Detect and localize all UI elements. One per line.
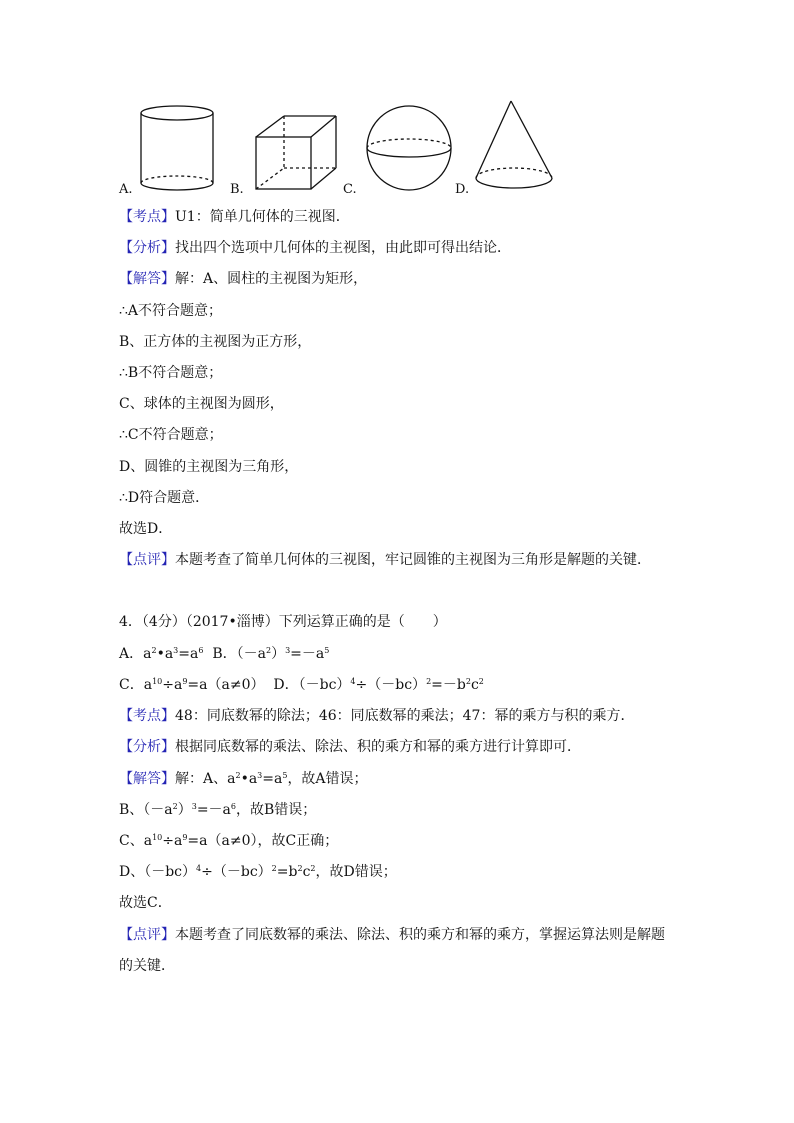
solution-step: ∴D符合题意． [119,490,210,506]
cone-figure [470,98,560,193]
q4-fenxi [119,738,581,756]
q3-kaodian [119,208,350,226]
jieda-intro: 解：A、a [175,771,236,787]
solution-conclusion: 故选C． [119,895,172,911]
q3-jieda [119,270,367,288]
kaodian-text: 48：同底数幂的除法；46：同底数幂的乘法；47：幂的乘方与积的乘方． [175,708,635,724]
solution-step: B、正方体的主视图为正方形， [119,334,312,350]
q4-jieda: 【解答】解：A、$a^2•a^3=a^5$，故A错误； [119,771,368,787]
dianping-tag: 【点评】 [119,552,175,568]
sphere-figure [362,105,456,195]
option-d-label: D. [455,182,470,197]
solution-step: D、圆锥的主视图为三角形， [119,459,299,475]
option-a-label: A. [119,182,133,197]
option-figures [0,95,794,200]
solution-step: C、$a^{10}\div a^9=a(a\ne 0)$，故C正确； [119,833,339,849]
kaodian-tag: 【考点】 [119,209,175,225]
cylinder-figure [134,103,220,193]
jieda-tag: 【解答】 [119,271,175,287]
jieda-tag: 【解答】 [119,771,175,787]
kaodian-text: U1：简单几何体的三视图． [175,209,350,225]
option-b-label: B. [230,182,244,197]
fenxi-tag: 【分析】 [119,240,175,256]
solution-step: ∴B不符合题意； [119,365,223,381]
opt-c: C．a [119,677,153,693]
option-c-label: C. [343,182,357,197]
fenxi-tag: 【分析】 [119,739,175,755]
fenxi-text: 根据同底数幂的乘法、除法、积的乘方和幂的乘方进行计算即可． [175,739,581,755]
solution-step: B、$(-a^2)^3=-a^6$，故B错误； [119,802,317,818]
dianping-text: 本题考查了同底数幂的乘法、除法、积的乘方和幂的乘方，掌握运算法则是解题 [175,927,665,943]
fenxi-text: 找出四个选项中几何体的主视图，由此即可得出结论． [175,240,511,256]
dianping-text: 本题考查了简单几何体的三视图，牢记圆锥的主视图为三角形是解题的关键． [175,552,651,568]
q3-fenxi [119,239,511,257]
solution-step: 解：A、圆柱的主视图为矩形， [175,271,368,287]
dianping-tag: 【点评】 [119,927,175,943]
kaodian-tag: 【考点】 [119,708,175,724]
solution-step: C、球体的主视图为圆形， [119,396,284,412]
opt-d: D．（－bc） [273,677,351,693]
cube-figure [250,113,340,193]
solution-conclusion: 故选D． [119,521,173,537]
q4-stem: 4．（4分）（2017•淄博）下列运算正确的是（ ） [119,614,447,630]
opt-b: B．（－a [212,646,266,662]
q3-dianping [119,551,651,569]
solution-step: D、$(-bc)^4\div(-bc)^2=b^2c^2$，故D错误； [119,864,397,880]
solution-step: ∴C不符合题意； [119,427,223,443]
dianping-text-cont: 的关键． [119,958,175,974]
opt-a: A．a [119,646,152,662]
q4-options-cd: C．$a^{10}\div a^9=a(a\ne 0)$ D．$(-bc)^4\div(-bc)^2=-b^2c^2$ [119,677,484,693]
q4-dianping [119,926,665,944]
q4-kaodian [119,707,634,725]
solution-step: ∴A不符合题意； [119,303,223,319]
q4-options-ab: A．$a^2•a^3=a^6$ B．$(-a^2)^3=-a^5$ [119,646,330,662]
